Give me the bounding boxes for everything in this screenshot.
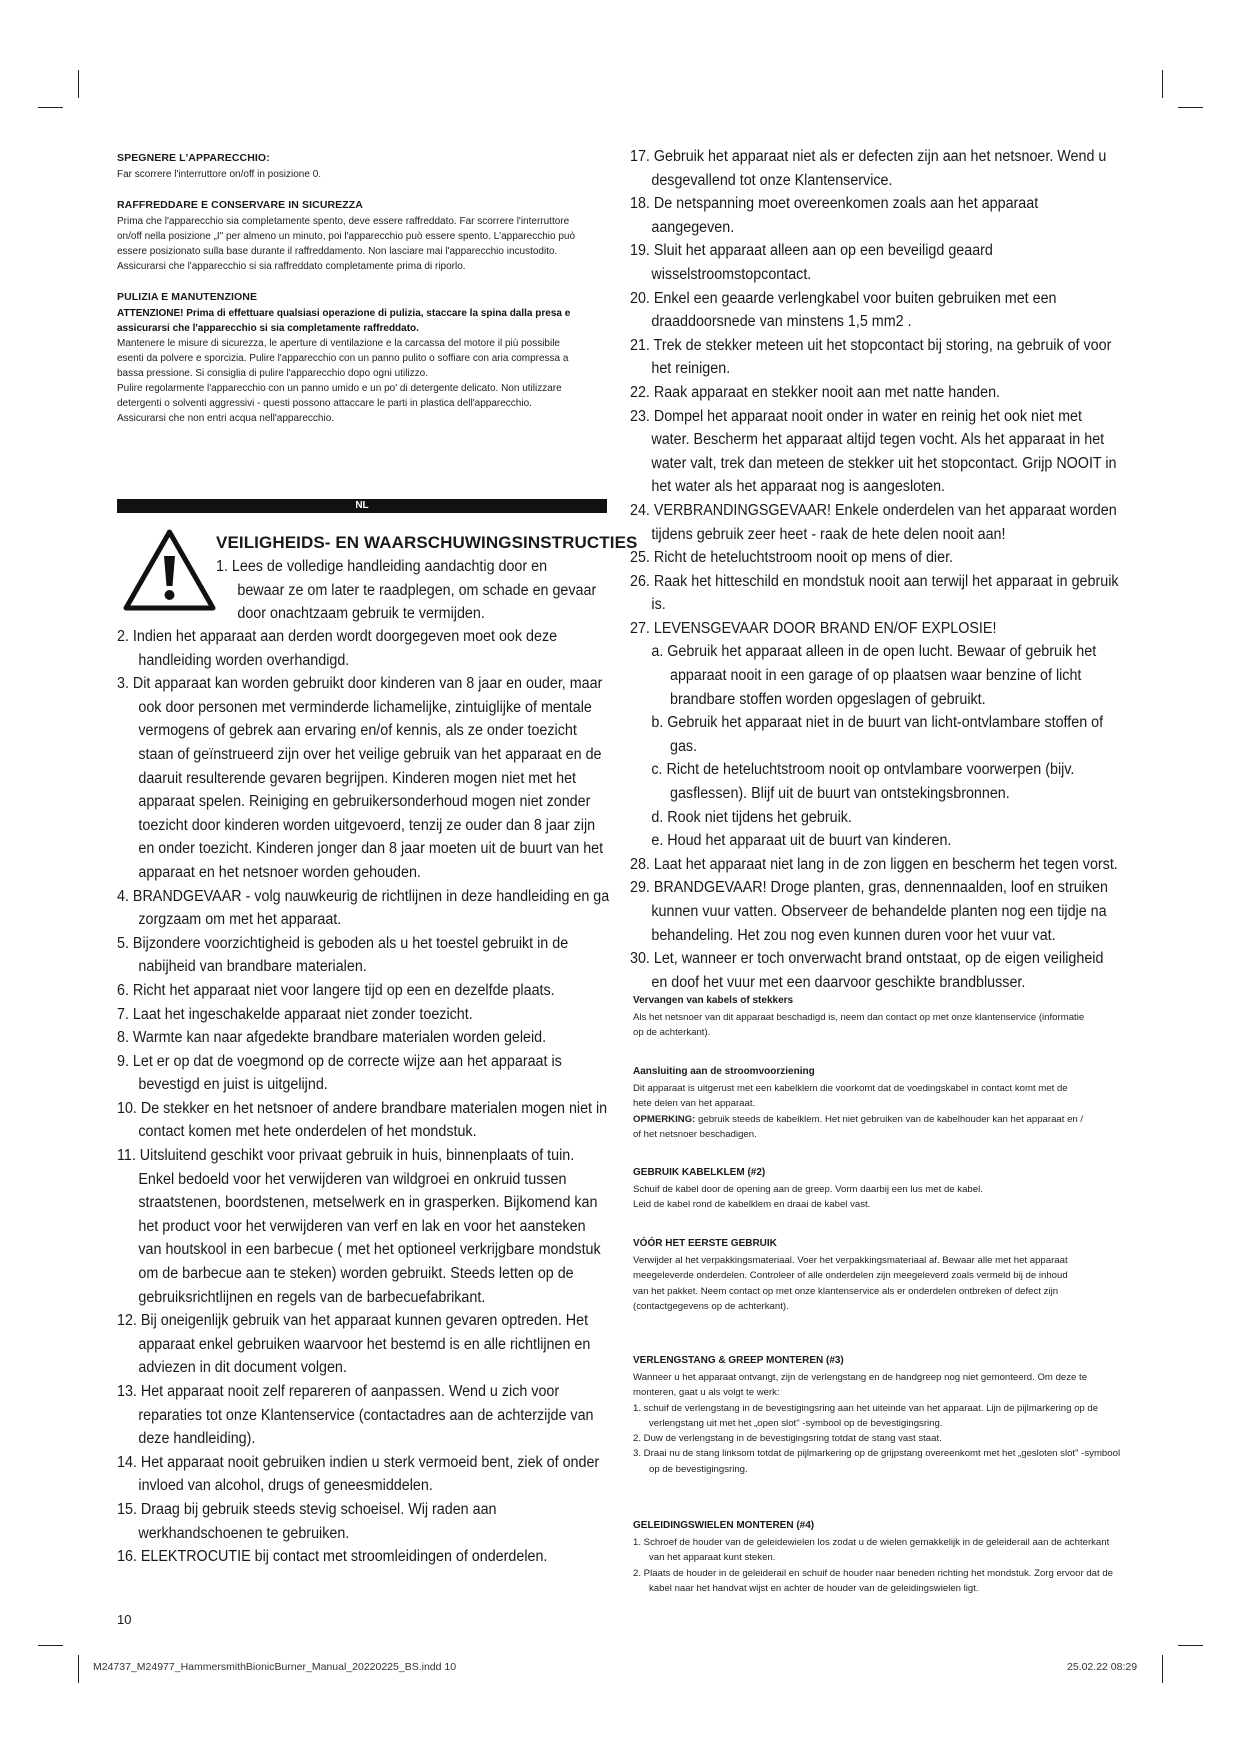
spegnere-block	[117, 152, 607, 182]
list-item: 27. LEVENSGEVAAR DOOR BRAND EN/OF EXPLOSIE!	[630, 619, 997, 637]
body-line: detergenti o solventi aggressivi - questi possono attaccare le parti in plastica dell'apparecchio.	[117, 398, 532, 409]
section-heading: Vervangen van kabels of stekkers	[633, 995, 794, 1006]
crop-mark	[1178, 107, 1203, 108]
crop-mark	[1178, 1645, 1203, 1646]
warning-triangle-icon	[122, 528, 217, 613]
list-item: 25. Richt de heteluchtstroom nooit op mens of dier.	[630, 549, 954, 567]
warning-line: ATTENZIONE! Prima di effettuare qualsiasi operazione di pulizia, staccare la spina dalla presa e	[117, 308, 571, 319]
safety-list-right	[630, 145, 1123, 994]
section-kabelklem	[633, 1167, 1123, 1213]
body-line: Dit apparaat is uitgerust met een kabelklem die voorkomt dat de voedingskabel in contact komt met de	[633, 1083, 1068, 1094]
body-line: Prima che l'apparecchio sia completamente spento, deve essere raffreddato. Far scorrere l'interruttore	[117, 216, 570, 227]
note-label: OPMERKING:	[633, 1113, 696, 1125]
list-item: 20. Enkel een geaarde verlengkabel voor buiten gebruiken met een draaddoorsnede van minstens 1,5 mm2 .	[630, 289, 1057, 331]
list-item: 2. Duw de verlengstang in de bevestigingsring totdat de stang vast staat.	[633, 1433, 942, 1445]
list-item: 2. Indien het apparaat aan derden wordt doorgegeven moet ook deze handleiding worden overhandigd.	[117, 628, 558, 669]
language-bar: NL	[117, 499, 607, 513]
footer-filename: M24737_M24977_HammersmithBionicBurner_Manual_20220225_BS.indd 10	[93, 1661, 457, 1673]
body-line: Wanneer u het apparaat ontvangt, zijn de verlengstang en de handgreep nog niet gemonteerd. Om deze te	[633, 1372, 1088, 1383]
body-line: meegeleverde onderdelen. Controleer of alle onderdelen zijn meegeleverd zoals vermeld bij de inhoud	[633, 1270, 1068, 1282]
item-line: bewaar ze om later te raadplegen, om schade en gevaar	[237, 581, 597, 599]
list-item: 1. Schroef de houder van de geleidewielen los zodat u de wielen gemakkelijk in de geleiderail aan de achterkant van het apparaat kunt steken.	[633, 1537, 1110, 1564]
section-vervangen	[633, 995, 1123, 1041]
body-line: Far scorrere l'interruttore on/off in posizione 0.	[117, 169, 322, 180]
body-line: on/off nella posizione „I" per almeno un minuto, poi l'apparecchio può essere spento. L'apparecchio può	[117, 231, 576, 242]
list-item: 18. De netspanning moet overeenkomen zoals aan het apparaat aangegeven.	[630, 195, 1039, 236]
body-line: Schuif de kabel door de opening aan de greep. Vorm daarbij een lus met de kabel.	[633, 1184, 983, 1195]
sub-item: a. Gebruik het apparaat alleen in de open lucht. Bewaar of gebruik het apparaat nooit in een garage of op plaatsen waar benzine of licht brandbare stoffen worden opgeslagen of gebruikt.	[651, 643, 1097, 708]
list-item: 12. Bij oneigenlijk gebruik van het apparaat kunnen gevaren optreden. Het apparaat enkel gebruiken waarvoor het bestemd is en alle richtlijnen en adviezen in dit document volgen.	[117, 1312, 591, 1377]
list-item: 29. BRANDGEVAAR! Droge planten, gras, dennennaalden, loof en struiken kunnen vuur vatten. Observeer de behandelde planten nog een tijdje na behandeling. Het zou nog even kunnen duren voor het vuur vat.	[630, 879, 1108, 944]
list-item: 4. BRANDGEVAAR - volg nauwkeurig de richtlijnen in deze handleiding en ga zorgzaam om met het apparaat.	[117, 887, 610, 929]
warning-line: assicurarsi che l'apparecchio si sia completamente raffreddato.	[117, 323, 419, 334]
section-heading: PULIZIA E MANUTENZIONE	[117, 291, 258, 303]
crop-mark	[1162, 70, 1163, 98]
list-item: 10. De stekker en het netsnoer of andere brandbare materialen mogen niet in contact komen met hete onderdelen of het mondstuk.	[117, 1099, 608, 1141]
list-item: 7. Laat het ingeschakelde apparaat niet zonder toezicht.	[117, 1005, 473, 1023]
section-heading: GELEIDINGSWIELEN MONTEREN (#4)	[633, 1520, 815, 1531]
item-line: door onachtzaam gebruik te vermijden.	[237, 605, 485, 623]
list-item: 14. Het apparaat nooit gebruiken indien u sterk vermoeid bent, ziek of onder invloed van alcohol, drugs of geneesmiddelen.	[117, 1453, 600, 1495]
body-line: (contactgegevens op de achterkant).	[633, 1300, 789, 1312]
note-line	[633, 1112, 1123, 1127]
list-item: 24. VERBRANDINGSGEVAAR! Enkele onderdelen van het apparaat worden tijdens gebruik zeer heet - raak de hete delen nooit aan!	[630, 501, 1117, 543]
section-geleidingswielen	[633, 1520, 1123, 1596]
safety-list-left	[117, 625, 610, 1569]
section-heading: GEBRUIK KABELKLEM (#2)	[633, 1167, 766, 1178]
note-text: gebruik steeds de kabelklem. Het niet gebruiken van de kabelhouder kan het apparaat en /	[695, 1113, 1084, 1125]
list-item: 19. Sluit het apparaat alleen aan op een beveiligd geaard wisselstroomstopcontact.	[630, 242, 993, 283]
page-number: 10	[117, 1612, 132, 1627]
section-verlengstang	[633, 1355, 1123, 1477]
italian-section	[117, 152, 607, 443]
list-item: 5. Bijzondere voorzichtigheid is geboden als u het toestel gebruikt in de nabijheid van brandbare materialen.	[117, 934, 569, 976]
list-item: 2. Plaats de houder in de geleiderail en schuif de houder naar beneden richting het mondstuk. Zorg ervoor dat de kabel naar het handvat wijst en achter de houder van de geleidingswielen ligt.	[633, 1567, 1114, 1594]
body-line: Assicurarsi che l'apparecchio si sia raffreddato completamente prima di riporlo.	[117, 261, 466, 272]
body-line: Pulire regolarmente l'apparecchio con un panno umido e un po' di detergente delicato. Non utilizzare	[117, 383, 562, 394]
list-item: 8. Warmte kan naar afgedekte brandbare materialen worden geleid.	[117, 1029, 547, 1047]
body-line: van het pakket. Neem contact op met onze klantenservice als er onderdelen ontbreken of defect zijn	[633, 1285, 1059, 1297]
body-line: bassa pressione. Si consiglia di pulire l'apparecchio dopo ogni utilizzo.	[117, 368, 428, 379]
section-heading: RAFFREDDARE E CONSERVARE IN SICUREZZA	[117, 199, 363, 211]
crop-mark	[78, 1655, 79, 1683]
section-aansluiting	[633, 1066, 1123, 1142]
safety-title: VEILIGHEIDS- EN WAARSCHUWINGSINSTRUCTIES	[216, 533, 638, 552]
safety-item-1	[216, 555, 607, 626]
pulizia-block	[117, 291, 607, 426]
body-line: esenti da polvere e sporcizia. Pulire l'apparecchio con un panno pulito o soffiare con aria compressa a	[117, 353, 569, 364]
body-line: monteren, gaat u als volgt te werk:	[633, 1387, 780, 1399]
section-heading: VERLENGSTANG & GREEP MONTEREN (#3)	[633, 1355, 844, 1366]
crop-mark	[1162, 1655, 1163, 1683]
list-item: 3. Draai nu de stang linksom totdat de pijlmarkering op de grijpstang overeenkomt met het „gesloten slot" -symbool op de bevestigingsring.	[633, 1448, 1121, 1475]
list-item: 17. Gebruik het apparaat niet als er defecten zijn aan het netsnoer. Wend u desgevallend tot onze Klantenservice.	[630, 148, 1107, 189]
list-item: 22. Raak apparaat en stekker nooit aan met natte handen.	[630, 383, 1001, 401]
sub-item: d. Rook niet tijdens het gebruik.	[651, 808, 852, 826]
list-item: 11. Uitsluitend geschikt voor privaat gebruik in huis, binnenplaats of tuin. Enkel bedoeld voor het verwijderen van wildgroei en onkruid tussen straatstenen, boordstenen, metselwerk en in grasperken. Bijkomend kan het product voor het verwijderen van verf en lak en voor het aansteken van houtskool in een barbecue ( met het optioneel verkrijgbare mondstuk om de barbecue aan te steken) worden gebruikt. Steeds letten op de gebruiksrichtlijnen en regels van de barbecuefabrikant.	[117, 1147, 601, 1306]
list-item: 15. Draag bij gebruik steeds stevig schoeisel. Wij raden aan werkhandschoenen te gebruiken.	[117, 1500, 497, 1542]
body-line: Mantenere le misure di sicurezza, le aperture di ventilazione e la carcassa del motore il più possibile	[117, 338, 560, 349]
body-line: essere posizionato sulla base durante il raffreddamento. Non lasciare mai l'apparecchio incustodito.	[117, 246, 558, 257]
list-item: 13. Het apparaat nooit zelf repareren of aanpassen. Wend u zich voor reparaties tot onze Klantenservice (contactadres aan de achterzijde van deze handleiding).	[117, 1383, 594, 1448]
list-item: 6. Richt het apparaat niet voor langere tijd op een en dezelfde plaats.	[117, 981, 555, 999]
body-line: hete delen van het apparaat.	[633, 1098, 756, 1110]
list-item: 9. Let er op dat de voegmond op de correcte wijze aan het apparaat is bevestigd en juist is uitgelijnd.	[117, 1052, 562, 1094]
list-item: 1. schuif de verlengstang in de bevestigingsring aan het uiteinde van het apparaat. Lijn de pijlmarkering op de verlengstang uit met het „open slot" -symbool op de bevestigingsring.	[633, 1402, 1099, 1429]
body-line: op de achterkant).	[633, 1027, 711, 1039]
list-item: 21. Trek de stekker meteen uit het stopcontact bij storing, na gebruik of voor het reinigen.	[630, 336, 1112, 378]
body-line: Leid de kabel rond de kabelklem en draai de kabel vast.	[633, 1199, 871, 1211]
list-item: 26. Raak het hitteschild en mondstuk nooit aan terwijl het apparaat in gebruik is.	[630, 572, 1119, 614]
crop-mark	[78, 70, 79, 98]
list-item: 3. Dit apparaat kan worden gebruikt door kinderen van 8 jaar en ouder, maar ook door personen met verminderde lichamelijke, zintuiglijke of mentale vermogens of gebrek aan ervaring en/of kennis, als ze onder toezicht staan of geïnstrueerd zijn over het veilige gebruik van het apparaat en de daaruit resulterende gevaren begrijpen. Kinderen mogen niet met het apparaat spelen. Reiniging en gebruikersonderhoud mogen niet zonder toezicht door kinderen worden uitgevoerd, tenzij ze ouder dan 8 jaar zijn en onder toezicht. Kinderen jonger dan 8 jaar moeten uit de buurt van het apparaat en het netsnoer worden gehouden.	[117, 675, 604, 881]
list-item: 16. ELEKTROCUTIE bij contact met stroomleidingen of onderdelen.	[117, 1548, 548, 1566]
footer-timestamp: 25.02.22 08:29	[1067, 1661, 1138, 1673]
crop-mark	[38, 107, 63, 108]
body-line: Verwijder al het verpakkingsmateriaal. Voer het verpakkingsmateriaal af. Bewaar alle met het apparaat	[633, 1255, 1068, 1266]
section-eerste-gebruik	[633, 1238, 1123, 1314]
sub-item: c. Richt de heteluchtstroom nooit op ontvlambare voorwerpen (bijv. gasflessen). Blijf uit de buurt van ontstekingsbronnen.	[651, 761, 1075, 803]
section-heading: VÓÓR HET EERSTE GEBRUIK	[633, 1238, 777, 1249]
list-item: 30. Let, wanneer er toch onverwacht brand ontstaat, op de eigen veiligheid en doof het vuur met een daarvoor geschikte brandblusser.	[630, 950, 1104, 991]
item-line: 1. Lees de volledige handleiding aandachtig door en	[216, 558, 548, 575]
body-line: Assicurarsi che non entri acqua nell'apparecchio.	[117, 413, 335, 424]
raffreddare-block	[117, 199, 607, 274]
body-line: of het netsnoer beschadigen.	[633, 1128, 757, 1140]
section-heading: Aansluiting aan de stroomvoorziening	[633, 1066, 815, 1077]
sub-item: b. Gebruik het apparaat niet in de buurt van licht-ontvlambare stoffen of gas.	[651, 714, 1104, 755]
sub-item: e. Houd het apparaat uit de buurt van kinderen.	[651, 832, 952, 850]
list-item: 23. Dompel het apparaat nooit onder in water en reinig het ook niet met water. Bescherm het apparaat altijd tegen vocht. Als het apparaat in het water valt, trek dan meteen de stekker uit het stopcontact. Grijp NOOIT in het water als het apparaat nog is aangesloten.	[630, 407, 1117, 496]
crop-mark	[38, 1645, 63, 1646]
list-item: 28. Laat het apparaat niet lang in de zon liggen en bescherm het tegen vorst.	[630, 855, 1118, 873]
body-line: Als het netsnoer van dit apparaat beschadigd is, neem dan contact op met onze klantenservice (informatie	[633, 1012, 1085, 1023]
section-heading: SPEGNERE L'APPARECCHIO:	[117, 152, 270, 164]
